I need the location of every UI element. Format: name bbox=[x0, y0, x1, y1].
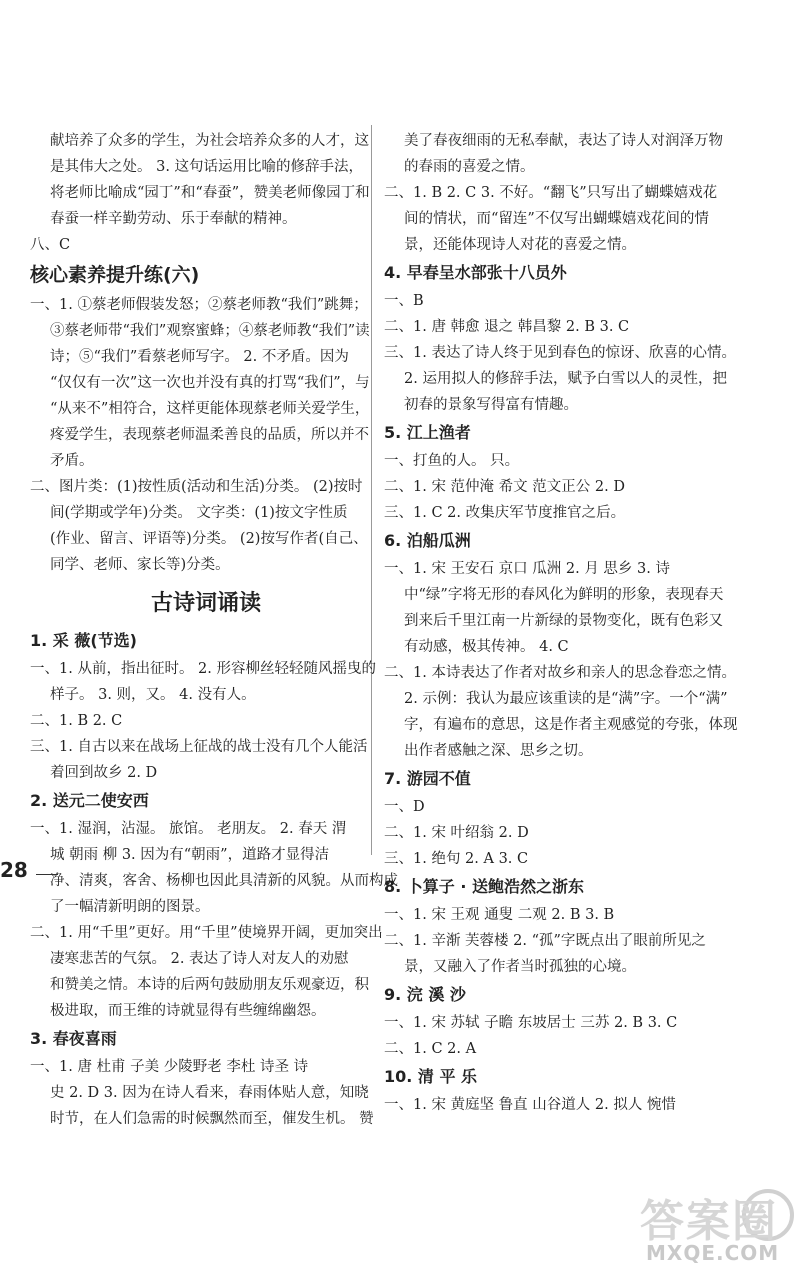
text-line: 一、1. 从前，指出征时。 2. 形容柳丝轻轻随风摇曳的 bbox=[30, 661, 376, 677]
text-line: 一、1. 唐 杜甫 子美 少陵野老 李杜 诗圣 诗 bbox=[30, 1059, 309, 1075]
text-line: 八、C bbox=[30, 237, 71, 253]
text-line: 二、1. 宋 叶绍翁 2. D bbox=[384, 825, 529, 841]
page-number: 28 bbox=[0, 858, 28, 882]
text-line: 二、1. 辛渐 芙蓉楼 2. “孤”字既点出了眼前所见之 bbox=[384, 933, 706, 949]
right-column bbox=[384, 128, 794, 1118]
watermark-url: MXQE.COM bbox=[646, 1241, 780, 1265]
text-line: 出作者感触之深、思乡之切。 bbox=[404, 743, 593, 759]
page-number-rule bbox=[36, 874, 58, 875]
text-line: 一、D bbox=[384, 799, 425, 815]
text-line: 三、1. 自古以来在战场上征战的战士没有几个人能活 bbox=[30, 739, 368, 755]
text-line: 一、1. ①蔡老师假装发怒；②蔡老师教“我们”跳舞； bbox=[30, 297, 368, 313]
text-line: 一、1. 宋 苏轼 子瞻 东坡居士 三苏 2. B 3. C bbox=[384, 1015, 678, 1031]
text-line: 一、1. 宋 王观 通叟 二观 2. B 3. B bbox=[384, 907, 615, 923]
text-line: 二、1. 用“千里”更好。用“千里”使境界开阔，更加突出 bbox=[30, 925, 383, 941]
text-line: 一、1. 湿润，沾湿。 旅馆。 老朋友。 2. 春天 渭 bbox=[30, 821, 347, 837]
text-line: 有动感，极其传神。 4. C bbox=[404, 639, 569, 655]
text-line: 二、1. 本诗表达了作者对故乡和亲人的思念眷恋之情。 bbox=[384, 665, 736, 681]
text-line: 是其伟大之处。 3. 这句话运用比喻的修辞手法， bbox=[50, 159, 364, 175]
text-line: 极进取，而王维的诗就显得有些缠绵幽怨。 bbox=[50, 1003, 326, 1019]
text-line: 间的情状，而“留连”不仅写出蝴蝶嬉戏花间的情 bbox=[404, 211, 709, 227]
text-line: 景，又融入了作者当时孤独的心境。 bbox=[404, 959, 636, 975]
text-line: ③蔡老师带“我们”观察蜜蜂；④蔡老师教“我们”读 bbox=[50, 323, 370, 339]
text-line: 时节，在人们急需的时候飘然而至，催发生机。 赞 bbox=[50, 1111, 374, 1127]
section-heading: 核心素养提升练(六) bbox=[30, 264, 200, 286]
text-line: 二、1. 宋 范仲淹 希文 范文正公 2. D bbox=[384, 479, 625, 495]
text-line: 一、打鱼的人。 只。 bbox=[384, 453, 520, 469]
poem-heading: 7. 游园不值 bbox=[384, 769, 471, 788]
text-line: 净、清爽，客舍、杨柳也因此具清新的风貌。从而构成 bbox=[50, 873, 398, 889]
text-line: 美了春夜细雨的无私奉献，表达了诗人对润泽万物 bbox=[404, 133, 723, 149]
text-line: 2. 示例：我认为最应该重读的是“满”字。一个“满” bbox=[404, 691, 728, 707]
text-line: 二、1. B 2. C 3. 不好。“翻飞”只写出了蝴蝶嬉戏花 bbox=[384, 185, 718, 201]
poem-heading: 10. 清 平 乐 bbox=[384, 1067, 478, 1086]
text-line: 到来后千里江南一片新绿的景物变化，既有色彩又 bbox=[404, 613, 723, 629]
text-line: “仅仅有一次”这一次也并没有真的打骂“我们”，与 bbox=[50, 375, 370, 391]
poem-heading: 4. 早春呈水部张十八员外 bbox=[384, 263, 567, 282]
text-line: 城 朝雨 柳 3. 因为有“朝雨”，道路才显得洁 bbox=[50, 847, 330, 863]
text-line: 史 2. D 3. 因为在诗人看来，春雨体贴人意，知晓 bbox=[50, 1085, 369, 1101]
text-line: 疼爱学生，表现蔡老师温柔善良的品质，所以并不 bbox=[50, 427, 369, 443]
poem-heading: 1. 采 薇(节选) bbox=[30, 631, 137, 650]
text-line: 献培养了众多的学生，为社会培养众多的人才，这 bbox=[50, 133, 369, 149]
poem-heading: 6. 泊船瓜洲 bbox=[384, 531, 471, 550]
text-line: 矛盾。 bbox=[50, 453, 94, 469]
text-line: (作业、留言、评语等)分类。 (2)按写作者(自己、 bbox=[50, 531, 368, 547]
poem-heading: 8. 卜算子 · 送鲍浩然之浙东 bbox=[384, 877, 585, 896]
text-line: 凄寒悲苦的气氛。 2. 表达了诗人对友人的劝慰 bbox=[50, 951, 349, 967]
text-line: 一、1. 宋 王安石 京口 瓜洲 2. 月 思乡 3. 诗 bbox=[384, 561, 670, 577]
watermark-text: 答案圈 bbox=[640, 1196, 778, 1247]
text-line: 三、1. 表达了诗人终于见到春色的惊讶、欣喜的心情。 bbox=[384, 345, 736, 361]
text-line: 了一幅清新明朗的图景。 bbox=[50, 899, 210, 915]
text-line: 2. 运用拟人的修辞手法，赋予白雪以人的灵性，把 bbox=[404, 371, 727, 387]
text-line: 诗；⑤“我们”看蔡老师写字。 2. 不矛盾。因为 bbox=[50, 349, 349, 365]
poem-heading: 3. 春夜喜雨 bbox=[30, 1029, 117, 1048]
text-line: 样子。 3. 则，又。 4. 没有人。 bbox=[50, 687, 256, 703]
text-line: 将老师比喻成“园丁”和“春蚕”，赞美老师像园丁和 bbox=[50, 185, 370, 201]
text-line: 三、1. C 2. 改集庆军节度推官之后。 bbox=[384, 505, 626, 521]
text-line: 二、1. C 2. A bbox=[384, 1041, 477, 1057]
poem-heading: 5. 江上渔者 bbox=[384, 423, 471, 442]
text-line: 春蚕一样辛勤劳动、乐于奉献的精神。 bbox=[50, 211, 297, 227]
text-line: 的春雨的喜爱之情。 bbox=[404, 159, 535, 175]
poem-heading: 9. 浣 溪 沙 bbox=[384, 985, 466, 1004]
text-line: 二、图片类：(1)按性质(活动和生活)分类。 (2)按时 bbox=[30, 479, 363, 495]
chapter-title: 古诗词诵读 bbox=[150, 591, 261, 616]
text-line: 一、B bbox=[384, 293, 424, 309]
text-line: 二、1. 唐 韩愈 退之 韩昌黎 2. B 3. C bbox=[384, 319, 630, 335]
text-line: 中“绿”字将无形的春风化为鲜明的形象，表现春天 bbox=[404, 587, 724, 603]
text-line: “从来不”相符合，这样更能体现蔡老师关爱学生， bbox=[50, 401, 370, 417]
text-line: 和赞美之情。本诗的后两句鼓励朋友乐观豪迈，积 bbox=[50, 977, 369, 993]
text-line: 景，还能体现诗人对花的喜爱之情。 bbox=[404, 237, 636, 253]
text-line: 同学、老师、家长等)分类。 bbox=[50, 557, 230, 573]
poem-heading: 2. 送元二使安西 bbox=[30, 791, 149, 810]
text-line: 初春的景象写得富有情趣。 bbox=[404, 397, 578, 413]
text-line: 二、1. B 2. C bbox=[30, 713, 123, 729]
watermark-logo bbox=[600, 1185, 800, 1275]
text-line: 字，有遍布的意思，这是作者主观感觉的夸张，体现 bbox=[404, 717, 738, 733]
left-column bbox=[14, 128, 398, 1132]
text-line: 三、1. 绝句 2. A 3. C bbox=[384, 851, 529, 867]
text-line: 着回到故乡 2. D bbox=[50, 765, 158, 781]
text-line: 一、1. 宋 黄庭坚 鲁直 山谷道人 2. 拟人 惋惜 bbox=[384, 1097, 676, 1113]
text-line: 间(学期或学年)分类。 文字类：(1)按文字性质 bbox=[50, 505, 348, 521]
